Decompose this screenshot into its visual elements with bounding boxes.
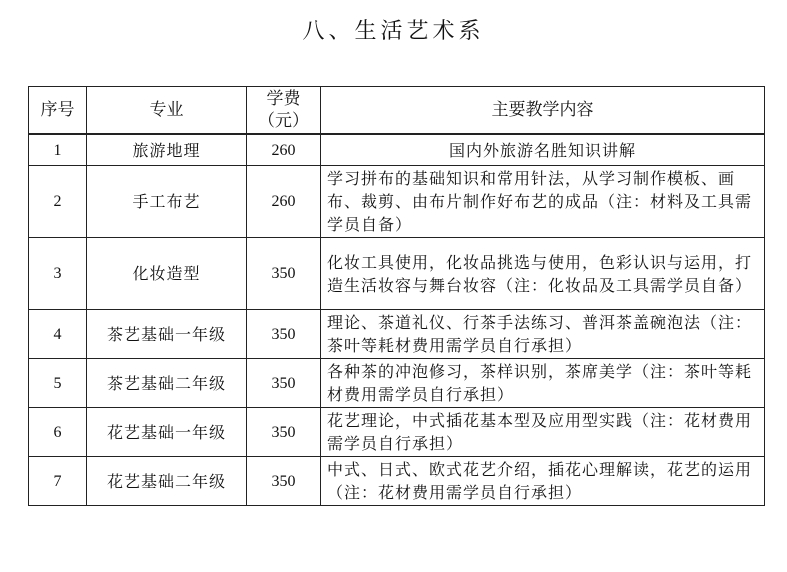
cell-no: 3 xyxy=(29,238,87,310)
header-no: 序号 xyxy=(29,87,87,135)
cell-major: 茶艺基础一年级 xyxy=(87,310,247,359)
cell-major: 茶艺基础二年级 xyxy=(87,359,247,408)
cell-fee: 350 xyxy=(247,408,321,457)
cell-content: 各种茶的冲泡修习，茶样识别，茶席美学（注：茶叶等耗材费用需学员自行承担） xyxy=(321,359,765,408)
cell-fee: 260 xyxy=(247,134,321,166)
header-content: 主要教学内容 xyxy=(321,87,765,135)
header-fee-line2: （元） xyxy=(258,111,309,131)
header-fee-line1: 学费 xyxy=(266,89,301,109)
cell-major: 手工布艺 xyxy=(87,166,247,238)
table-header-row xyxy=(29,87,765,135)
cell-content: 花艺理论，中式插花基本型及应用型实践（注：花材费用需学员自行承担） xyxy=(321,408,765,457)
cell-content: 化妆工具使用，化妆品挑选与使用，色彩认识与运用，打造生活妆容与舞台妆容（注：化妆品及工具需学员自备） xyxy=(321,238,765,310)
cell-major: 旅游地理 xyxy=(87,134,247,166)
table-row xyxy=(29,359,765,408)
cell-fee: 350 xyxy=(247,457,321,506)
cell-major: 化妆造型 xyxy=(87,238,247,310)
cell-no: 4 xyxy=(29,310,87,359)
table-row xyxy=(29,238,765,310)
cell-no: 2 xyxy=(29,166,87,238)
cell-fee: 350 xyxy=(247,238,321,310)
header-major: 专业 xyxy=(87,87,247,135)
cell-no: 6 xyxy=(29,408,87,457)
cell-fee: 350 xyxy=(247,310,321,359)
table-row xyxy=(29,134,765,166)
cell-major: 花艺基础一年级 xyxy=(87,408,247,457)
cell-content: 国内外旅游名胜知识讲解 xyxy=(321,134,765,166)
cell-fee: 350 xyxy=(247,359,321,408)
table-row xyxy=(29,166,765,238)
table-row xyxy=(29,408,765,457)
cell-no: 7 xyxy=(29,457,87,506)
table-row xyxy=(29,457,765,506)
cell-no: 5 xyxy=(29,359,87,408)
cell-content: 理论、茶道礼仪、行茶手法练习、普洱茶盖碗泡法（注：茶叶等耗材费用需学员自行承担） xyxy=(321,310,765,359)
cell-content: 学习拼布的基础知识和常用针法，从学习制作模板、画布、裁剪、由布片制作好布艺的成品（注：材料及工具需学员自备） xyxy=(321,166,765,238)
cell-content: 中式、日式、欧式花艺介绍，插花心理解读，花艺的运用（注：花材费用需学员自行承担） xyxy=(321,457,765,506)
course-table xyxy=(28,86,765,506)
page-title: 八、生活艺术系 xyxy=(302,19,485,44)
cell-major: 花艺基础二年级 xyxy=(87,457,247,506)
header-fee xyxy=(247,87,321,135)
table-row xyxy=(29,310,765,359)
cell-no: 1 xyxy=(29,134,87,166)
cell-fee: 260 xyxy=(247,166,321,238)
